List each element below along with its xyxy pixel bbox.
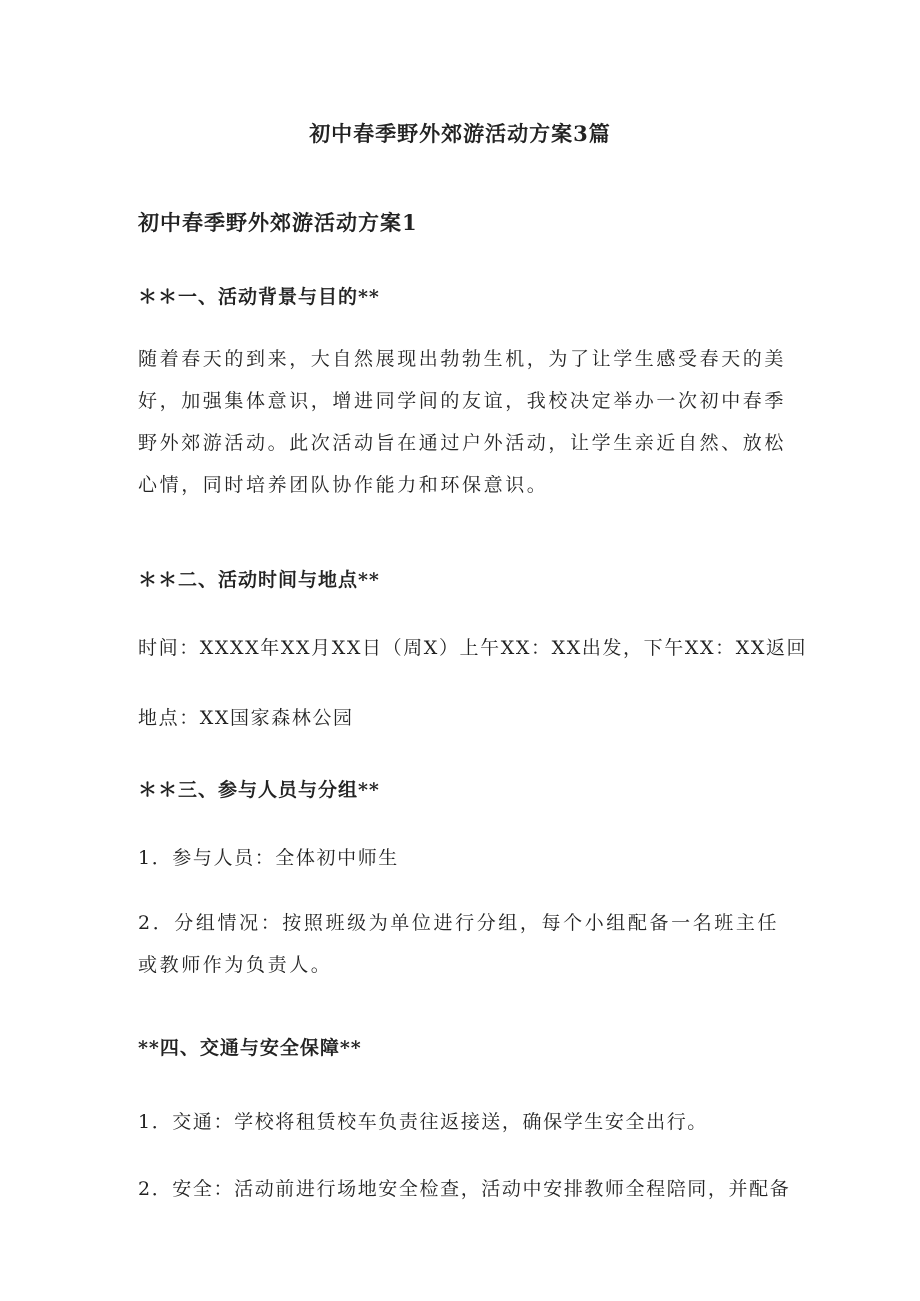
place-line: 地点：XX国家森林公园	[138, 707, 354, 729]
section-paragraph-background: 随着春天的到来，大自然展现出勃勃生机，为了让学生感受春天的美好，加强集体意识，增进同学间的友谊，我校决定举办一次初中春季野外郊游活动。此次活动旨在通过户外活动，让学生亲近自然、放松心情，同时培养团队协作能力和环保意识。	[138, 348, 787, 496]
time-line: 时间：XXXX年XX月XX日（周X）上午XX：XX出发，下午XX：XX返回	[138, 637, 808, 659]
list-item-grouping: 2．分组情况：按照班级为单位进行分组，每个小组配备一名班主任或教师作为负责人。	[138, 912, 780, 976]
list-item-participants: 1．参与人员：全体初中师生	[138, 847, 399, 869]
list-item-safety: 2．安全：活动前进行场地安全检查，活动中安排教师全程陪同，并配备	[138, 1178, 791, 1200]
section-heading-safety: **四、交通与安全保障**	[138, 1037, 362, 1059]
section-heading-time-place: ＊＊二、活动时间与地点**	[138, 569, 380, 591]
document-title: 初中春季野外郊游活动方案3篇	[309, 121, 611, 146]
list-item-transport: 1．交通：学校将租赁校车负责往返接送，确保学生安全出行。	[138, 1111, 708, 1133]
section-heading-participants: ＊＊三、参与人员与分组**	[138, 779, 380, 801]
section-heading-background: ＊＊一、活动背景与目的**	[138, 286, 380, 308]
document-subtitle: 初中春季野外郊游活动方案1	[138, 210, 418, 235]
